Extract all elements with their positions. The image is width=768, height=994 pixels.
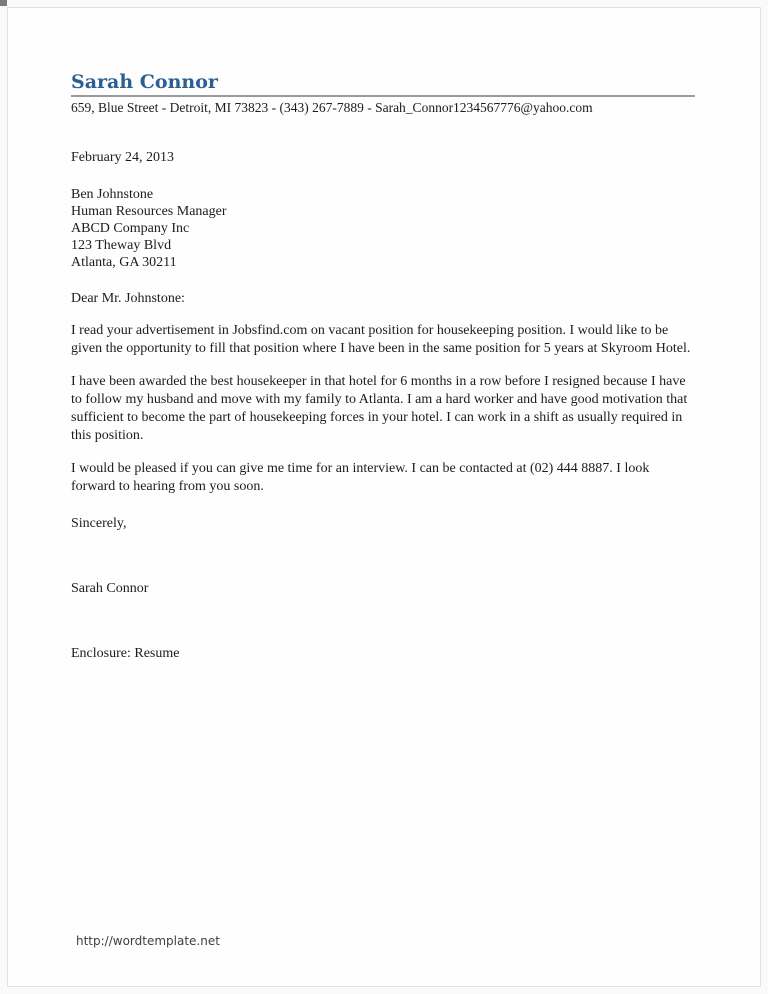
closing: Sincerely,	[71, 516, 127, 531]
recipient-city: Atlanta, GA 30211	[71, 255, 177, 270]
letter-content	[71, 71, 695, 662]
sender-name: Sarah Connor	[71, 71, 218, 93]
recipient-title: Human Resources Manager	[71, 204, 227, 219]
recipient-company: ABCD Company Inc	[71, 221, 190, 236]
recipient-name: Ben Johnstone	[71, 187, 154, 202]
letterhead-divider	[71, 95, 695, 97]
letter-page	[7, 7, 761, 987]
sender-contact-line: 659, Blue Street - Detroit, MI 73823 - (343) 267-7889 - Sarah_Connor1234567776@yahoo.com	[71, 100, 593, 115]
enclosure-note: Enclosure: Resume	[71, 646, 180, 661]
signature-name: Sarah Connor	[71, 581, 149, 596]
body-paragraph-3: I would be pleased if you can give me time for an interview. I can be contacted at (02) 444 8887. I look forward to hearing from you soon.	[71, 461, 650, 494]
salutation: Dear Mr. Johnstone:	[71, 291, 185, 306]
letter-date: February 24, 2013	[71, 150, 175, 165]
letterhead	[71, 71, 695, 116]
recipient-street: 123 Theway Blvd	[71, 238, 172, 253]
recipient-address-block	[71, 186, 695, 271]
footer-url: http://wordtemplate.net	[76, 934, 220, 948]
scan-corner-artifact	[0, 0, 7, 6]
body-paragraph-2: I have been awarded the best housekeeper in that hotel for 6 months in a row before I resigned because I have to follow my husband and move with my family to Atlanta. I am a hard worker and have good motivation that sufficient to become the part of housekeeping forces in your hotel. I can work in a shift as usually required in this position.	[71, 374, 688, 443]
body-paragraph-1: I read your advertisement in Jobsfind.com on vacant position for housekeeping position. I would like to be given the opportunity to fill that position where I have been in the same position for 5 years at Skyroom Hotel.	[71, 323, 691, 356]
